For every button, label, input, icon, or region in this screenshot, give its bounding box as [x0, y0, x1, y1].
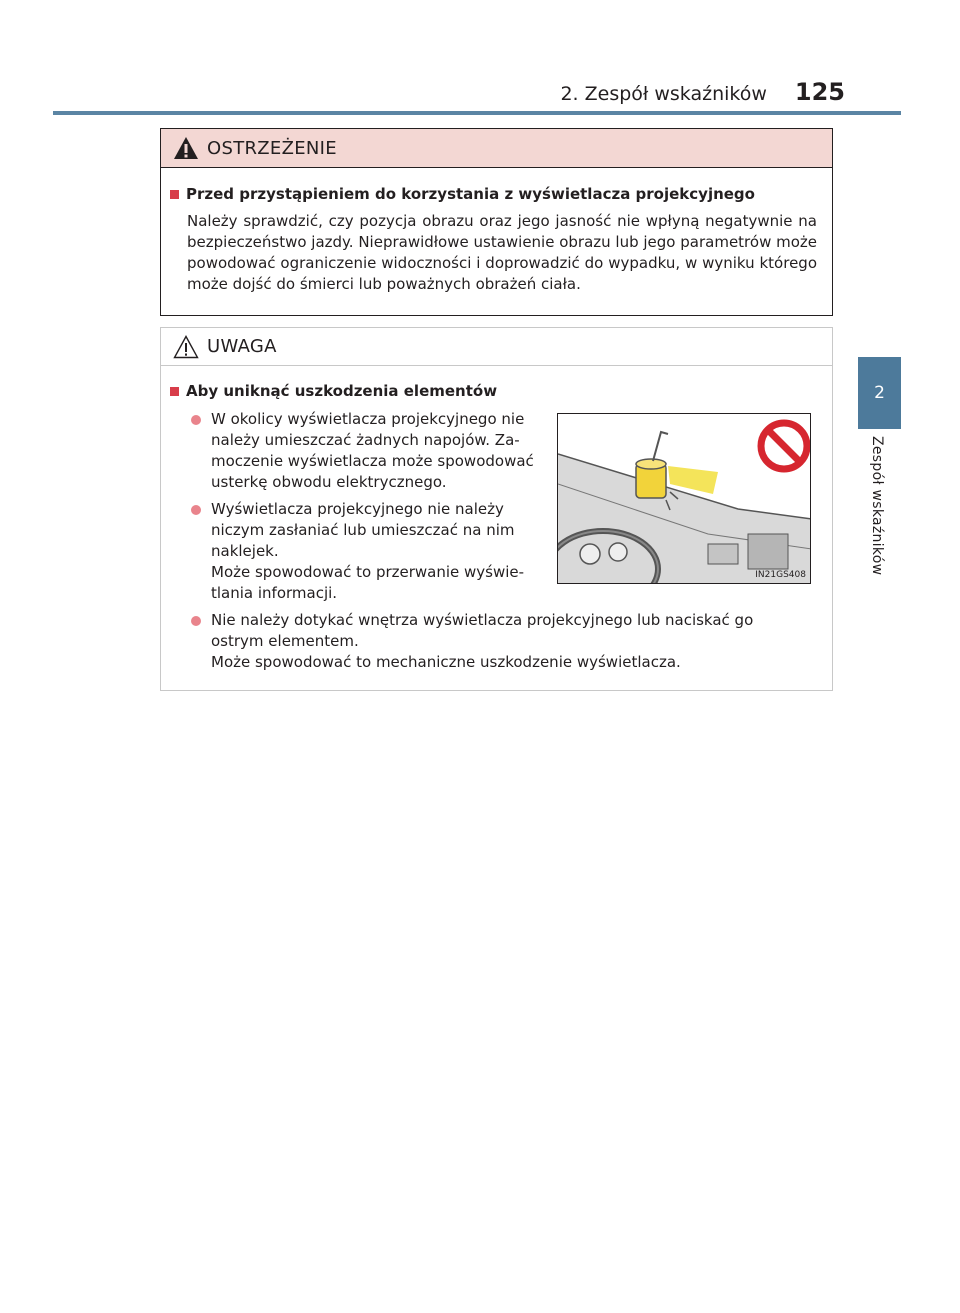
caution-box — [160, 327, 833, 691]
caution-triangle-icon — [173, 335, 199, 359]
list-item: W okolicy wyświetlacza projekcyjnego nie należy umieszczać żadnych napojów. Za- moczenie wyświetlacza może spowodować usterkę obwodu elektrycznego. — [191, 409, 546, 493]
round-bullet-icon — [191, 505, 201, 515]
page-header — [0, 78, 845, 106]
warning-heading-text: Przed przystąpieniem do korzystania z wyświetlacza projekcyjnego — [186, 185, 755, 203]
figure-code: IN21GS408 — [755, 570, 806, 580]
header-rule — [53, 111, 901, 115]
chapter-label: Zespół wskaźników — [869, 436, 885, 576]
page-number: 125 — [794, 78, 845, 106]
warning-heading — [170, 185, 755, 203]
warning-triangle-icon — [173, 136, 199, 160]
square-bullet-icon — [170, 387, 179, 396]
round-bullet-icon — [191, 616, 201, 626]
warning-title: OSTRZEŻENIE — [207, 137, 337, 159]
caution-heading — [170, 382, 497, 400]
dashboard-illustration — [557, 413, 811, 584]
warning-box — [160, 128, 833, 316]
caution-heading-text: Aby uniknąć uszkodzenia elementów — [186, 382, 498, 400]
caution-title-bar — [161, 328, 832, 366]
chapter-tab — [858, 357, 901, 429]
caution-title: UWAGA — [207, 336, 277, 357]
square-bullet-icon — [170, 190, 179, 199]
list-item: Nie należy dotykać wnętrza wyświetlacza projekcyjnego lub naciskać go ostrym elementem. Może spowodować to mechaniczne uszkodzenie wyświetlacza. — [191, 610, 819, 673]
chapter-number: 2 — [874, 383, 885, 403]
no-drinks-on-display-illustration — [558, 414, 811, 584]
warning-text: Należy sprawdzić, czy pozycja obrazu oraz jego jasność nie wpłyną negatywnie na bezpieczeństwo jazdy. Nieprawidłowe ustawienie obrazu lub jego parametrów może powodować ograniczenie widoczności i doprowadzić do wypadku, w wyniku którego może dojść do śmierci lub poważnych obrażeń ciała. — [187, 212, 817, 293]
section-title: 2. Zespół wskaźników — [560, 83, 767, 105]
list-item: Wyświetlacza projekcyjnego nie należy niczym zasłaniać lub umieszczać na nim naklejek. Może spowodować to przerwanie wyświe- tlania informacji. — [191, 499, 546, 604]
warning-title-bar — [161, 129, 832, 168]
round-bullet-icon — [191, 415, 201, 425]
